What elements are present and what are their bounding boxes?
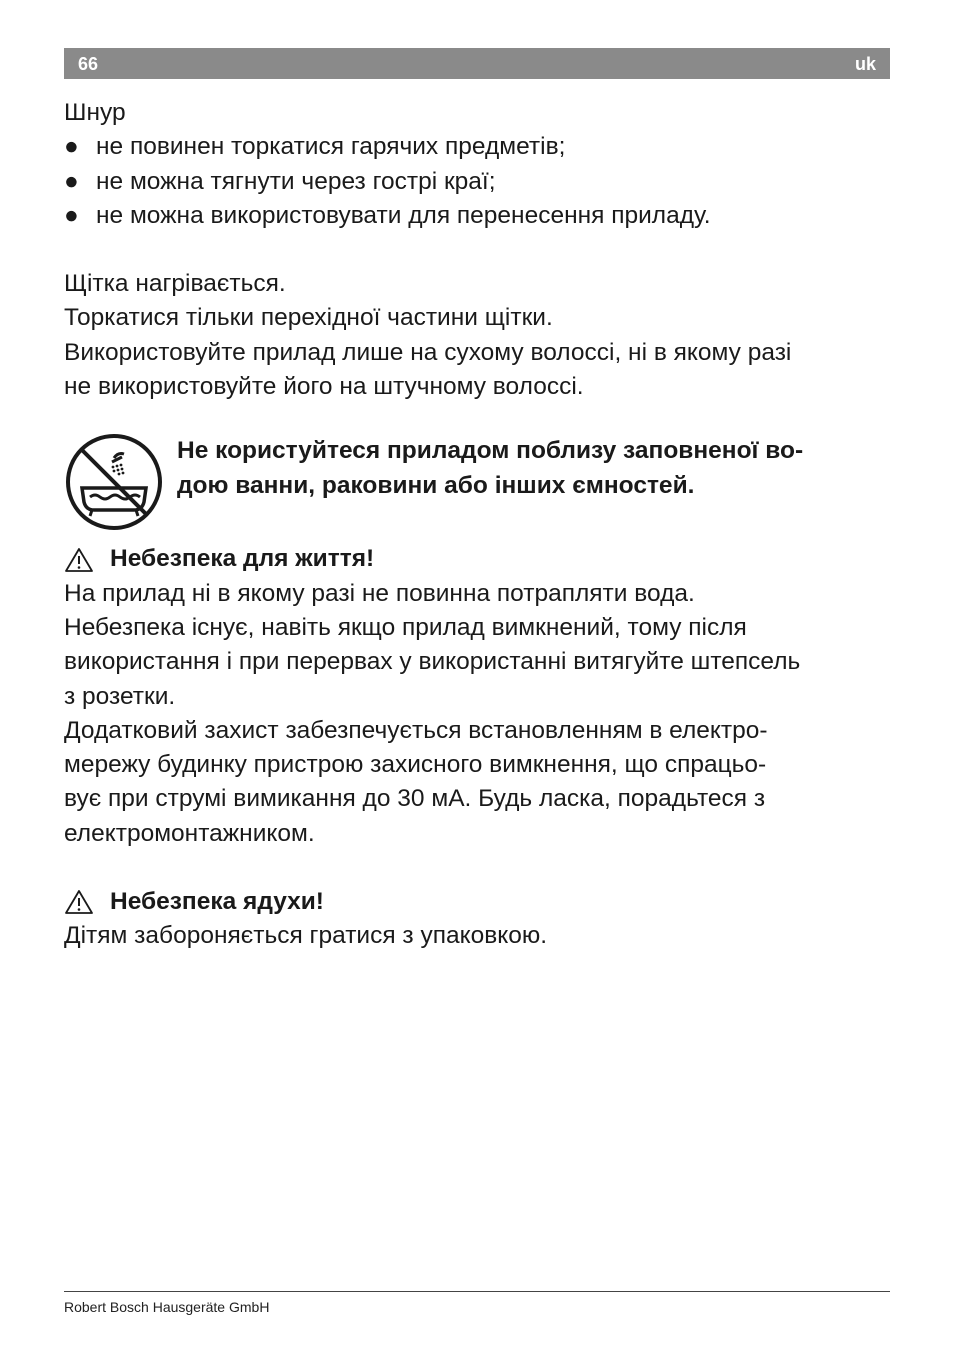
brush-line: Торкатися тільки перехідної частини щітки. [64,304,553,332]
danger-life-line: електромонтажником. [64,819,315,847]
footer-divider [64,1291,890,1292]
danger-suffocation-heading [64,885,890,919]
warning-triangle-icon [64,889,94,915]
list-item [64,165,890,199]
list-item [64,130,890,164]
danger-life-line: використання і при перервах у використанні витягуйте штепсель [64,648,801,676]
list-item [64,199,890,233]
bullet-icon: ● [64,167,79,195]
spacer [64,233,890,267]
water-warning-line: Не користуйтеся приладом поблизу заповненої во- [177,437,804,465]
danger-suffocation-title: Небезпека ядухи! [110,888,324,916]
danger-life-line: з розетки. [64,682,176,710]
danger-life-line: Небезпека існує, навіть якщо прилад вимкнений, тому після [64,613,747,641]
cord-item-text: не повинен торкатися гарячих предметів; [96,133,566,161]
cord-item-text: не можна використовувати для перенесення приладу. [96,201,711,229]
danger-life-line: мережу будинку пристрою захисного вимкнення, що спрацьо- [64,751,767,779]
no-water-bath-icon [64,432,164,532]
bullet-icon: ● [64,201,79,229]
brush-line: Щітка нагрівається. [64,270,286,298]
water-warning-line: дою ванни, раковини або інших ємностей. [177,471,695,499]
footer-company: Robert Bosch Hausgeräte GmbH [64,1299,270,1315]
danger-life-line: Додатковий захист забезпечується встановленням в електро- [64,716,768,744]
warning-triangle-icon [64,547,94,573]
brush-line: не використовуйте його на штучному волоссі. [64,373,584,401]
page-content [64,96,890,954]
cord-title: Шнур [64,99,126,126]
danger-life-line: вує при струмі вимикання до 30 мА. Будь ласка, порадьтеся з [64,785,766,813]
danger-suffocation-line: Дітям забороняється гратися з упаковкою. [64,922,548,950]
language-code: uk [854,54,876,74]
page-header-bar [64,48,890,79]
brush-line: Використовуйте прилад лише на сухому волоссі, ні в якому разі [64,338,792,366]
bullet-icon: ● [64,133,79,161]
danger-life-heading [64,542,890,576]
page-number: 66 [78,54,99,74]
danger-life-title: Небезпека для життя! [110,545,375,573]
danger-life-line: На прилад ні в якому разі не повинна потрапляти вода. [64,579,695,607]
cord-item-text: не можна тягнути через гострі краї; [96,167,496,195]
spacer [64,851,890,885]
water-warning-text [177,434,890,503]
water-warning [64,432,890,542]
